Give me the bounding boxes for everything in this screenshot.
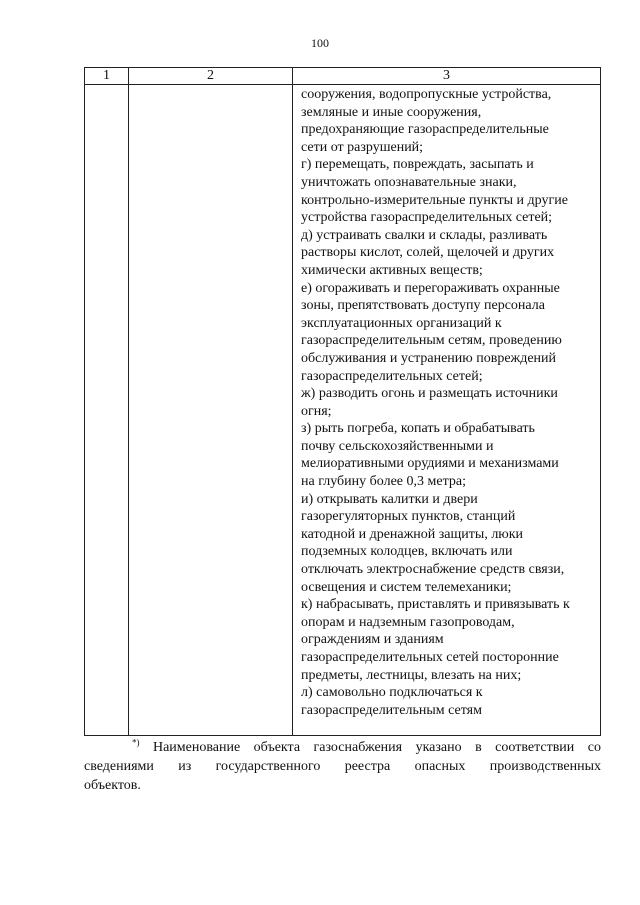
restrictions-text bbox=[293, 85, 600, 721]
text-line: з) рыть погреба, копать и обрабатывать bbox=[301, 421, 535, 437]
text-line: эксплуатационных организаций к bbox=[301, 315, 502, 331]
cell-col-2 bbox=[129, 85, 293, 736]
table-header-row bbox=[85, 68, 601, 85]
text-line: предохраняющие газораспределительные bbox=[301, 122, 549, 138]
text-line: газораспределительных сетей посторонние bbox=[301, 650, 559, 665]
table-row bbox=[85, 85, 601, 736]
text-line: подземных колодцев, включать или bbox=[301, 544, 513, 560]
text-line: ж) разводить огонь и размещать источники bbox=[301, 386, 558, 402]
text-line: мелиоративными орудиями и механизмами bbox=[301, 456, 559, 472]
text-line: уничтожать опознавательные знаки, bbox=[301, 174, 517, 190]
text-line: г) перемещать, повреждать, засыпать и bbox=[301, 157, 534, 173]
cell-col-3 bbox=[293, 85, 601, 736]
text-line: д) устраивать свалки и склады, разливать bbox=[301, 227, 548, 243]
text-line: освещения и систем телемеханики; bbox=[301, 579, 512, 595]
footnote-line-3: объектов. bbox=[84, 778, 141, 793]
text-line: сооружения, водопропускные устройства, bbox=[301, 87, 552, 102]
text-line: ограждениям и зданиям bbox=[301, 632, 444, 648]
text-line: л) самовольно подключаться к bbox=[301, 685, 483, 701]
text-line: предметы, лестницы, влезать на них; bbox=[301, 667, 522, 683]
cell-col-1 bbox=[85, 85, 129, 736]
column-header-2: 2 bbox=[129, 68, 293, 85]
text-line: газораспределительным сетям, проведению bbox=[301, 333, 562, 349]
text-line: зоны, препятствовать доступу персонала bbox=[301, 298, 545, 314]
text-line: растворы кислот, солей, щелочей и других bbox=[301, 245, 555, 261]
text-line: отключать электроснабжение средств связи, bbox=[301, 562, 565, 578]
footnote-marker: *) bbox=[132, 737, 140, 748]
text-line: химически активных веществ; bbox=[301, 262, 483, 278]
text-line: е) огораживать и перегораживать охранные bbox=[301, 280, 560, 296]
text-line: огня; bbox=[301, 403, 332, 419]
text-line: земляные и иные сооружения, bbox=[301, 104, 482, 120]
text-line: почву сельскохозяйственными и bbox=[301, 438, 494, 454]
text-line: газорегуляторных пунктов, станций bbox=[301, 509, 516, 525]
text-line: контрольно-измерительные пункты и другие bbox=[301, 192, 568, 208]
footnote-text-1: Наименование объекта газоснабжения указано в соответствии со bbox=[152, 740, 601, 755]
text-line: опорам и надземным газопроводам, bbox=[301, 614, 515, 630]
column-header-1: 1 bbox=[85, 68, 129, 85]
text-line: устройства газораспределительных сетей; bbox=[301, 210, 553, 226]
text-line: и) открывать калитки и двери bbox=[301, 491, 478, 507]
text-line: на глубину более 0,3 метра; bbox=[301, 474, 466, 490]
text-line: к) набрасывать, приставлять и привязывать к bbox=[301, 597, 570, 613]
text-line: газораспределительных сетей; bbox=[301, 368, 483, 384]
page-number: 100 bbox=[311, 36, 329, 50]
column-header-3: 3 bbox=[293, 68, 601, 85]
footnote-line-1 bbox=[84, 738, 601, 757]
text-line: катодной и дренажной защиты, люки bbox=[301, 526, 524, 542]
text-line: газораспределительным сетям bbox=[301, 702, 482, 718]
footnote bbox=[84, 738, 601, 795]
text-line: обслуживания и устранению повреждений bbox=[301, 350, 557, 366]
requirements-table bbox=[84, 67, 601, 736]
footnote-line-2: сведениями из государственного реестра опасных производственных bbox=[84, 759, 601, 774]
text-line: сети от разрушений; bbox=[301, 139, 424, 155]
